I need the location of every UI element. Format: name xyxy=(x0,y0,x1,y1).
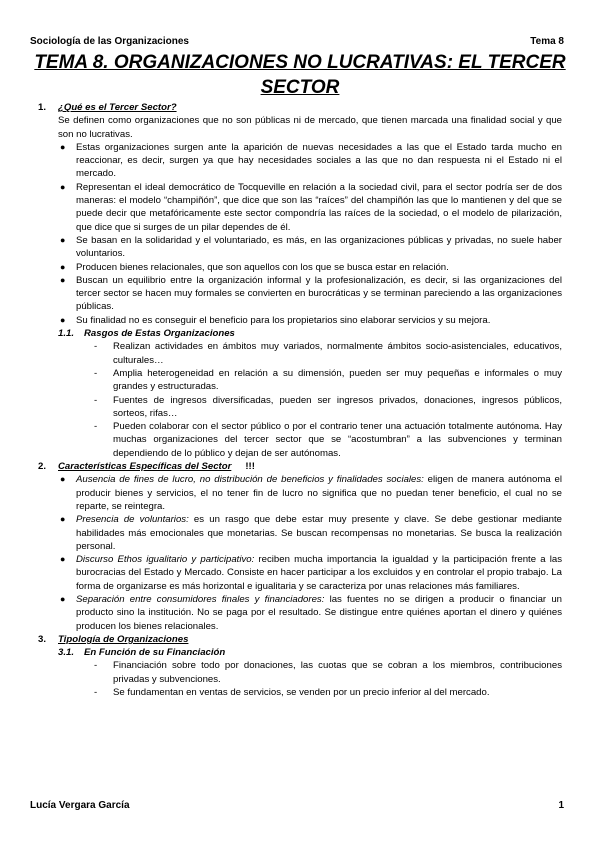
document-body xyxy=(38,101,562,699)
list-item xyxy=(38,367,562,394)
list-item xyxy=(38,394,562,421)
list-item xyxy=(38,181,562,234)
dash-icon: - xyxy=(94,687,98,699)
section-title: ¿Qué es el Tercer Sector? xyxy=(58,102,177,113)
dash-icon: - xyxy=(94,660,98,672)
header-topic: Tema 8 xyxy=(530,36,564,47)
list-item xyxy=(38,659,562,686)
dash-icon: - xyxy=(94,367,98,379)
header-subject: Sociología de las Organizaciones xyxy=(30,36,189,47)
bullet-icon: ● xyxy=(60,261,66,272)
page-title: TEMA 8. ORGANIZACIONES NO LUCRATIVAS: EL TERCER SECTOR xyxy=(34,52,566,98)
bullet-icon: ● xyxy=(60,181,66,192)
list-item-text: Buscan un equilibrio entre la organización informal y la profesionalización, es decir, si las organizaciones del tercer sector se hacen muy formales se convierten en burocráticas y se terminan pareciendo a las organizaciones públicas. xyxy=(76,274,562,313)
section-title: Tipología de Organizaciones xyxy=(58,633,189,645)
list-item-text: Pueden colaborar con el sector público o por el contrario tener una actuación totalmente autónoma. Hay muchas organizaciones del tercer sector que se “acostumbran” a las subvenciones y terminan dependiendo de lo público y dejan de ser autónomas. xyxy=(113,421,562,459)
bullet-icon: ● xyxy=(60,593,66,604)
section-1-intro: Se definen como organizaciones que no son públicas ni de mercado, que tienen marcada una finalidad social y que son no lucrativas. xyxy=(58,115,562,140)
emphasis-mark: !!! xyxy=(245,461,255,473)
list-item xyxy=(38,261,562,274)
subsection-number: 1.1. xyxy=(58,328,75,340)
list-item-text: Su finalidad no es conseguir el beneficio para los propietarios sino elaborar servicios y su mejora. xyxy=(76,314,491,326)
bullet-icon: ● xyxy=(60,554,66,565)
list-item xyxy=(38,314,562,327)
section-2-heading xyxy=(38,460,562,473)
list-item-text: Realizan actividades en ámbitos muy variados, normalmente ámbitos socio-asistenciales, educativos, culturales… xyxy=(113,341,562,366)
bullet-icon: ● xyxy=(60,234,66,245)
subsection-1-1-heading xyxy=(38,327,562,340)
list-item xyxy=(38,340,562,367)
section-1-heading xyxy=(38,101,562,114)
list-item xyxy=(38,420,562,460)
list-item-lead: Ausencia de fines de lucro, no distribución de beneficios y finalidades sociales: xyxy=(76,474,424,486)
dash-icon: - xyxy=(94,341,98,353)
bullet-icon: ● xyxy=(60,141,66,152)
list-item-text: Estas organizaciones surgen ante la aparición de nuevas necesidades a las que el Estado tarda mucho en reaccionar, es decir, surgen ya que hay necesidades sociales a las que no dan respuesta ni el Estado ni el mercado. xyxy=(76,141,562,180)
section-number: 2. xyxy=(38,461,47,473)
bullet-icon: ● xyxy=(60,274,66,285)
list-item xyxy=(38,473,562,513)
dash-icon: - xyxy=(94,421,98,433)
bullet-icon: ● xyxy=(60,474,66,485)
list-item-text: Amplia heterogeneidad en relación a su dimensión, pueden ser muy pequeñas e informales o muy grandes y estructuradas. xyxy=(113,367,562,393)
bullet-icon: ● xyxy=(60,314,66,325)
list-item-text: Producen bienes relacionales, que son aquellos con los que se busca estar en relación. xyxy=(76,261,449,273)
list-item xyxy=(38,593,562,633)
section-number: 3. xyxy=(38,633,47,645)
page-header xyxy=(30,36,564,50)
list-item xyxy=(38,141,562,181)
list-item-text: Financiación sobre todo por donaciones, las cuotas que se cobran a los miembros, contribuciones privadas y subvenciones. xyxy=(113,660,562,685)
section-number: 1. xyxy=(38,102,47,113)
subsection-3-1-heading xyxy=(38,646,562,659)
subsection-title: Rasgos de Estas Organizaciones xyxy=(84,328,235,340)
section-3-heading xyxy=(38,633,562,646)
bullet-icon: ● xyxy=(60,514,66,525)
list-item-text: Se fundamentan en ventas de servicios, se venden por un precio inferior al del mercado. xyxy=(113,687,490,699)
section-title: Características Específicas del Sector xyxy=(58,461,232,473)
list-item-text: Representan el ideal democrático de Tocqueville en relación a la sociedad civil, para el sector podría ser de dos maneras: el modelo “champiñón”, que dice que son las “raíces” del champiñón las que lo mantienen y del que se puede decir que metafóricamente este sector compondría las raíces de la sociedad, o el modelo de pilarización, que dice que si surges de un pilar dependes de él. xyxy=(76,181,562,233)
page-footer xyxy=(30,800,564,814)
list-item-text: las fuentes no se dirigen a producir o financiar un producto sino la institución. No se paga por el resultado. Se distingue entre quiénes aportan el dinero y quiénes producen los bienes relacionales. xyxy=(76,593,562,632)
list-item-lead: Discurso Ethos igualitario y participativo: xyxy=(76,554,255,566)
list-item-text: Fuentes de ingresos diversificadas, pueden ser ingresos privados, donaciones, ingresos públicos, sorteos, rifas… xyxy=(113,394,562,419)
list-item-text: reciben mucha importancia la igualdad y la participación frente a las burocracias del Estado y Mercado. Consiste en hacer participar a los excluidos y en controlar el propio trabajo. La forma de organizarse es más horizontal e igualitaria y se caracteriza por unas relaciones más familiares. xyxy=(76,554,563,592)
subsection-number: 3.1. xyxy=(58,647,75,659)
list-item xyxy=(38,234,562,261)
list-item xyxy=(38,513,562,553)
list-item-lead: Presencia de voluntarios: xyxy=(76,514,189,526)
list-item xyxy=(38,274,562,314)
footer-author: Lucía Vergara García xyxy=(30,800,130,811)
list-item-text: Se basan en la solidaridad y el voluntariado, es más, en las organizaciones públicas y privadas, no suele haber voluntarios. xyxy=(76,234,562,260)
list-item xyxy=(38,686,562,699)
list-item xyxy=(38,553,562,593)
list-item-lead: Separación entre consumidores finales y financiadores: xyxy=(76,593,325,605)
list-item-text: eligen de manera autónoma el producir bienes y servicios, el no tener fin de lucro no significa que no puedan tener beneficio, el cual no se reparte, se reintegra. xyxy=(76,474,562,512)
page-number: 1 xyxy=(558,800,564,811)
dash-icon: - xyxy=(94,394,98,406)
list-item-text: es un rasgo que debe estar muy presente y clave. Se debe gestionar mediante habilidades más emocionales que monetarias. Se buscan recompensas no monetarias. Se busca la realización personal. xyxy=(76,514,562,552)
subsection-title: En Función de su Financiación xyxy=(84,647,226,659)
